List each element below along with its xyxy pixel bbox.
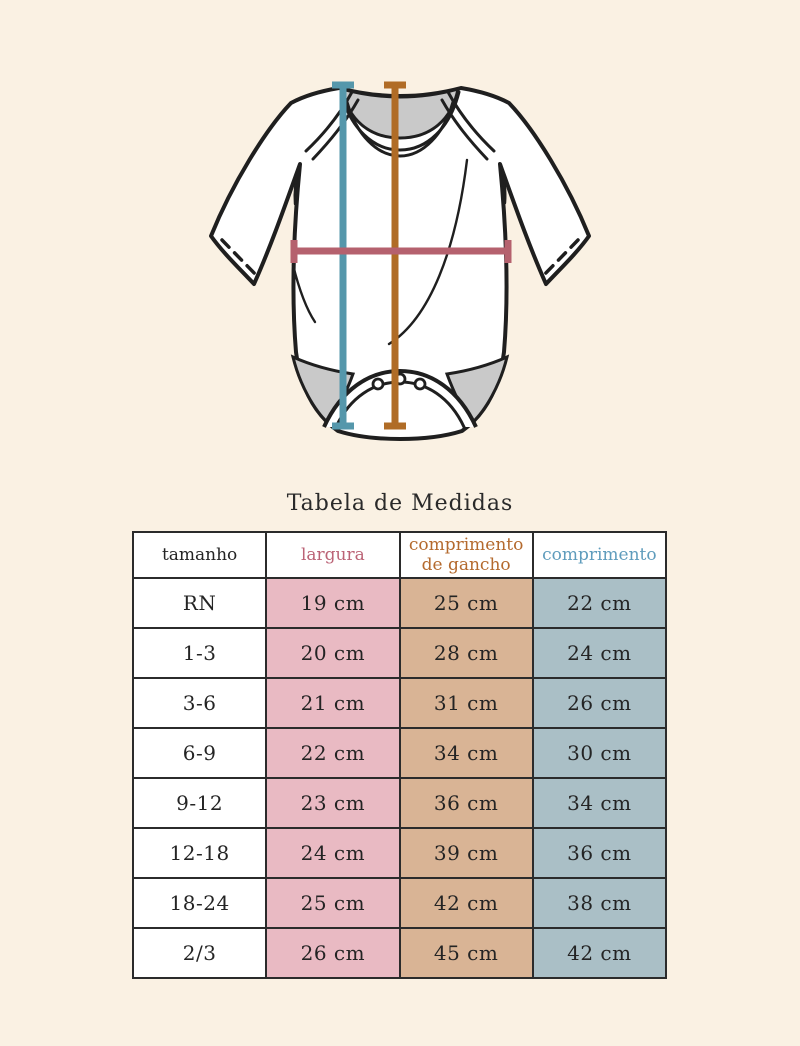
table-title: Tabela de Medidas [286, 491, 514, 516]
cell-tamanho: 6-9 [133, 728, 266, 778]
cell-tamanho: 3-6 [133, 678, 266, 728]
table-row [133, 578, 666, 628]
cell-comprimento: 24 cm [533, 628, 666, 678]
cell-tamanho: 9-12 [133, 778, 266, 828]
cell-largura: 23 cm [266, 778, 399, 828]
cell-largura: 21 cm [266, 678, 399, 728]
cell-comprimento: 38 cm [533, 878, 666, 928]
cell-gancho: 42 cm [400, 878, 533, 928]
cell-largura: 24 cm [266, 828, 399, 878]
cell-largura: 26 cm [266, 928, 399, 978]
cell-tamanho: 1-3 [133, 628, 266, 678]
column-header-largura: largura [266, 532, 399, 578]
column-header-gancho: comprimento de gancho [400, 532, 533, 578]
size-table [132, 531, 667, 979]
cell-comprimento: 26 cm [533, 678, 666, 728]
table-row [133, 928, 666, 978]
snap-button [415, 379, 425, 389]
table-row [133, 628, 666, 678]
cell-gancho: 25 cm [400, 578, 533, 628]
cell-gancho: 39 cm [400, 828, 533, 878]
table-row [133, 678, 666, 728]
cell-gancho: 34 cm [400, 728, 533, 778]
column-header-comprimento: comprimento [533, 532, 666, 578]
table-row [133, 878, 666, 928]
cell-gancho: 36 cm [400, 778, 533, 828]
cell-tamanho: 18-24 [133, 878, 266, 928]
cell-comprimento: 42 cm [533, 928, 666, 978]
cell-tamanho: 2/3 [133, 928, 266, 978]
column-header-tamanho: tamanho [133, 532, 266, 578]
cell-comprimento: 22 cm [533, 578, 666, 628]
table-row [133, 828, 666, 878]
cell-largura: 22 cm [266, 728, 399, 778]
cell-largura: 25 cm [266, 878, 399, 928]
header-row [133, 532, 666, 578]
bodysuit-illustration [190, 60, 610, 480]
cell-gancho: 45 cm [400, 928, 533, 978]
cell-largura: 19 cm [266, 578, 399, 628]
snap-button [373, 379, 383, 389]
cell-gancho: 31 cm [400, 678, 533, 728]
cell-largura: 20 cm [266, 628, 399, 678]
table-row [133, 778, 666, 828]
cell-tamanho: 12-18 [133, 828, 266, 878]
cell-comprimento: 30 cm [533, 728, 666, 778]
cell-gancho: 28 cm [400, 628, 533, 678]
cell-comprimento: 36 cm [533, 828, 666, 878]
cell-comprimento: 34 cm [533, 778, 666, 828]
table-row [133, 728, 666, 778]
cell-tamanho: RN [133, 578, 266, 628]
